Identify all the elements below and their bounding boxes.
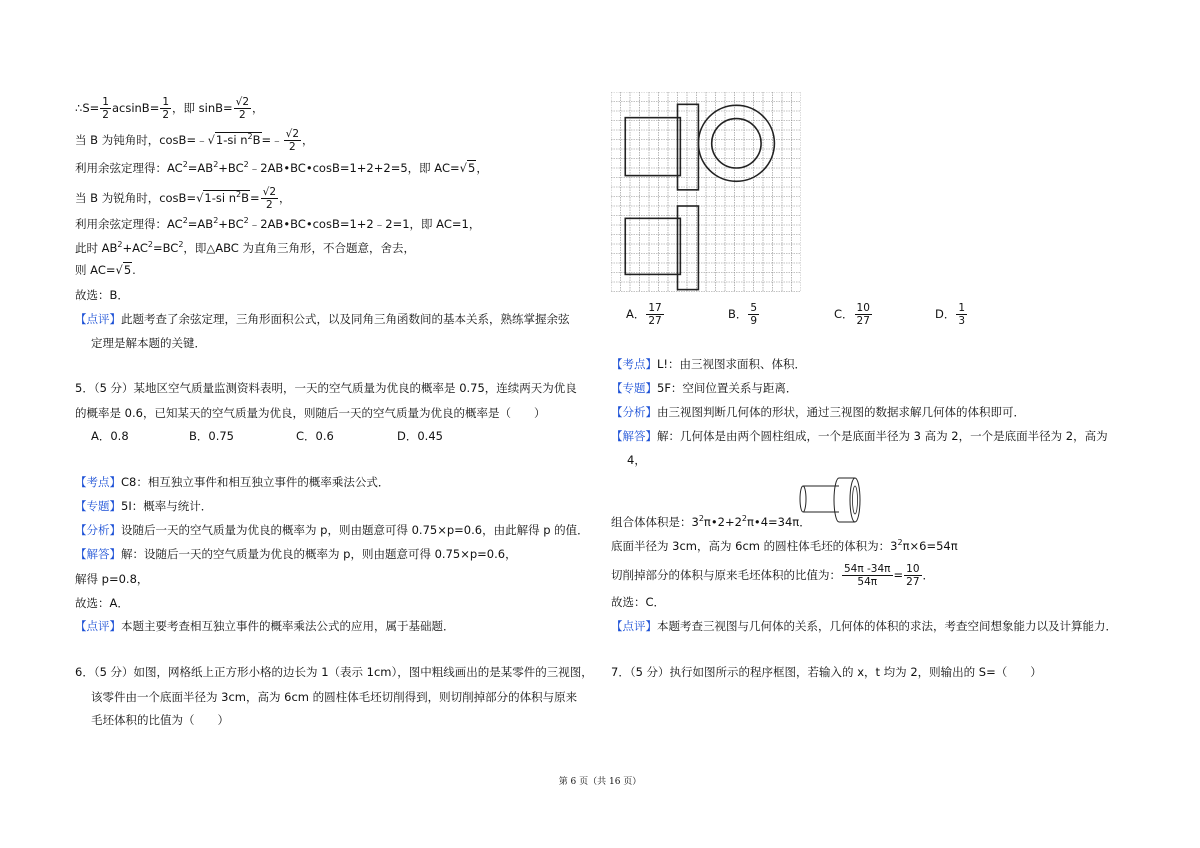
text: A．	[626, 307, 646, 321]
fraction	[646, 302, 663, 327]
text: 本题考查三视图与几何体的关系，几何体的体积的求法，考查空间想象能力以及计算能力．	[657, 619, 1117, 633]
combined-volume-line	[611, 514, 811, 530]
text: ，即△ABC 为直角三角形，不合题意，舍去，	[183, 241, 415, 255]
text: B	[252, 133, 261, 147]
text: 利用余弦定理得：AC	[75, 161, 183, 175]
radical	[215, 132, 262, 147]
text: 1-si n	[215, 133, 248, 147]
q5-solution-line-2: 解得 p=0.8，	[75, 572, 149, 586]
q6-knowledge-point	[611, 356, 806, 372]
question-5-line-1: 5．（5 分）某地区空气质量监测资料表明，一天的空气质量为优良的概率是 0.75，连续两天为优良	[75, 381, 577, 395]
fraction	[956, 302, 967, 327]
q6-analysis	[611, 404, 1025, 420]
superscript: 2	[147, 240, 153, 250]
text: π×6=54π	[902, 539, 958, 553]
question-5-option-c: C．0.6	[296, 429, 334, 443]
superscript: 2	[243, 216, 249, 226]
text: 利用余弦定理得：AC	[75, 217, 183, 231]
solution-line-2: 当 B 为钝角时，cosB=﹣√1-si $n^2B=﹣$ $\frac{√2}{2}$ ，	[75, 128, 314, 153]
superscript: 2	[698, 514, 704, 524]
text: =	[250, 191, 260, 205]
text: π•4=34π．	[747, 515, 811, 529]
solution-line-6	[75, 240, 415, 256]
comment-line-1	[75, 311, 570, 327]
analysis-tag: 【分析】	[75, 523, 121, 537]
text: 解：设随后一天的空气质量为优良的概率为 p，则由题意可得 0.75×p=0.6，	[121, 547, 517, 561]
text: =AB	[187, 217, 214, 231]
fraction-denominator: 2	[288, 141, 296, 153]
text: ，	[279, 191, 291, 205]
q5-comment	[75, 618, 455, 634]
question-6-line-2: 该零件由一个底面半径为 3cm，高为 6cm 的圆柱体毛坯切削得到，则切削掉部分的体积与原来	[91, 690, 578, 704]
superscript: 2	[213, 160, 219, 170]
text: C．	[834, 307, 854, 321]
text: B．	[728, 307, 748, 321]
superscript: 2	[243, 160, 249, 170]
superscript: 2	[182, 160, 188, 170]
text: =AB	[187, 161, 214, 175]
radical: 5	[123, 263, 132, 277]
q5-knowledge-point	[75, 474, 389, 490]
answer-choice: 故选：B．	[75, 288, 129, 302]
large-cylinder-face	[850, 478, 860, 522]
fraction	[100, 96, 111, 121]
q6-option-d	[935, 302, 968, 327]
solution-tag: 【解答】	[75, 547, 121, 561]
text: C8：相互独立事件和相互独立事件的概率乘法公式．	[121, 475, 390, 489]
fraction-numerator: 17	[648, 302, 662, 314]
text: 1-si n	[204, 191, 237, 205]
top-view-small-rect	[625, 218, 680, 274]
text: =﹣	[261, 133, 283, 147]
q5-solution	[75, 546, 517, 562]
question-5-line-2: 的概率是 0.6，已知某天的空气质量为优良，则随后一天的空气质量为优良的概率是（ ）	[75, 406, 546, 420]
text: +AC	[122, 241, 148, 255]
text: =	[893, 568, 904, 582]
text: 组合体体积是：3	[611, 515, 699, 529]
superscript: 2	[897, 538, 903, 548]
comment-line-2: 定理是解本题的关键．	[91, 336, 206, 350]
question-7: 7．（5 分）执行如图所示的程序框图，若输入的 x，t 均为 2，则输出的 S=（ ）	[611, 665, 1042, 679]
text: 由三视图判断几何体的形状，通过三视图的数据求解几何体的体积即可．	[657, 405, 1025, 419]
text: ，	[302, 133, 314, 147]
fraction-denominator: 2	[265, 199, 273, 211]
text: 本题主要考查相互独立事件的概率乘法公式的应用，属于基础题．	[121, 619, 455, 633]
q6-answer-choice: 故选：C．	[611, 595, 666, 609]
fraction	[904, 563, 921, 588]
text: .	[132, 263, 136, 277]
fraction	[284, 128, 301, 153]
fraction-numerator: √2	[285, 128, 300, 140]
text: B	[241, 191, 249, 205]
fraction	[261, 186, 278, 211]
q6-comment	[611, 618, 1117, 634]
q6-option-c	[834, 302, 873, 327]
fraction-numerator: 5	[750, 302, 758, 314]
superscript: 2	[741, 514, 747, 524]
comment-tag: 【点评】	[75, 312, 121, 326]
comment-tag: 【点评】	[611, 619, 657, 633]
fraction-denominator: 27	[856, 315, 870, 327]
question-5-option-a: A．0.8	[91, 429, 129, 443]
question-5-option-d: D．0.45	[397, 429, 443, 443]
text: 此题考查了余弦定理，三角形面积公式，以及同角三角函数间的基本关系，熟练掌握余弦	[121, 312, 570, 326]
q5-topic	[75, 498, 212, 514]
three-view-grid-figure	[611, 92, 801, 294]
solution-line-5	[75, 216, 480, 232]
text: 当 B 为钝角时，cosB=﹣	[75, 133, 208, 147]
fraction-denominator: 27	[906, 576, 920, 588]
text: D．	[935, 307, 956, 321]
text: ，	[252, 101, 264, 115]
radical	[203, 190, 250, 205]
text: ．	[922, 568, 935, 582]
q5-answer-choice: 故选：A．	[75, 596, 129, 610]
fraction	[748, 302, 759, 327]
topic-tag: 【专题】	[75, 499, 121, 513]
fraction	[234, 96, 251, 121]
fraction-numerator: 1	[162, 96, 170, 108]
text: 5I：概率与统计．	[121, 499, 213, 513]
superscript: 2	[247, 132, 253, 142]
fraction-numerator: 10	[856, 302, 870, 314]
text: ∴S=	[75, 101, 100, 115]
fraction-numerator: 54π -34π	[844, 563, 891, 575]
ratio-line	[611, 563, 934, 588]
q6-solution	[611, 428, 1108, 444]
knowledge-tag: 【考点】	[75, 475, 121, 489]
text: =BC	[152, 241, 179, 255]
solution-line-7: 则 AC=√5.	[75, 263, 136, 277]
page-footer: 第 6 页（共 16 页）	[558, 777, 642, 787]
text: 5F：空间位置关系与距离．	[657, 381, 798, 395]
radical: 5	[467, 161, 476, 175]
analysis-tag: 【分析】	[611, 405, 657, 419]
text: acsinB=	[111, 101, 160, 115]
fraction-numerator: √2	[235, 96, 250, 108]
fraction-denominator: 2	[239, 109, 246, 121]
blank-volume-line	[611, 538, 958, 554]
superscript: 2	[213, 216, 219, 226]
question-5-option-b: B．0.75	[189, 429, 234, 443]
fraction-numerator: 1	[958, 302, 966, 314]
comment-tag: 【点评】	[75, 619, 121, 633]
text: 设随后一天的空气质量为优良的概率为 p，则由题意可得 0.75×p=0.6，由此解得 p 的值．	[121, 523, 589, 537]
text: π•2+2	[703, 515, 742, 529]
solution-line-3: 利用余弦定理得：$AC^2=AB^2+BC^2﹣2AB•BC•\cos B=1+2+2=5$，即 AC=√5，	[75, 160, 488, 175]
fraction	[842, 563, 893, 588]
fraction-denominator: 9	[750, 315, 758, 327]
text: +BC	[218, 161, 244, 175]
text: 当 B 为锐角时，cosB=	[75, 191, 197, 205]
knowledge-tag: 【考点】	[611, 357, 657, 371]
superscript: 2	[182, 216, 188, 226]
fraction-numerator: 1	[102, 96, 109, 108]
small-cylinder-end	[800, 486, 806, 512]
text: L!：由三视图求面积、体积．	[657, 357, 807, 371]
fraction-numerator: 10	[906, 563, 920, 575]
text: 切削掉部分的体积与原来毛坯体积的比值为：	[611, 568, 841, 582]
q6-option-b	[728, 302, 760, 327]
solution-line-1	[75, 96, 264, 121]
fraction	[160, 96, 171, 121]
solution-tag: 【解答】	[611, 429, 657, 443]
text: ，	[476, 161, 488, 175]
text: ﹣2AB•BC•cosB=1+2﹣2=1，即 AC=1，	[248, 217, 481, 231]
fraction-denominator: 2	[102, 109, 109, 121]
superscript: 2	[178, 240, 184, 250]
large-cylinder-back-arc	[834, 478, 839, 522]
q6-topic	[611, 380, 797, 396]
superscript: 2	[236, 190, 242, 200]
fraction-denominator: 2	[162, 109, 170, 121]
front-view-small-rect	[625, 118, 680, 176]
text: ﹣2AB•BC•cosB=1+2+2=5，即 AC=	[248, 161, 460, 175]
q5-analysis	[75, 522, 589, 538]
text: 此时 AB	[75, 241, 118, 255]
q6-option-a	[626, 302, 665, 327]
q6-solution-line-2: 4，	[627, 453, 646, 467]
text: 则 AC=	[75, 263, 116, 277]
question-6-line-1: 6．（5 分）如图，网格纸上正方形小格的边长为 1（表示 1cm），图中粗线画出的是某零件的三视图，	[75, 665, 593, 679]
superscript: 2	[117, 240, 123, 250]
text: 解：几何体是由两个圆柱组成，一个是底面半径为 3 高为 2，一个是底面半径为 2，高为	[657, 429, 1108, 443]
text: 底面半径为 3cm，高为 6cm 的圆柱体毛坯的体积为：3	[611, 539, 898, 553]
question-6-line-3: 毛坯体积的比值为（ ）	[91, 713, 229, 727]
fraction	[855, 302, 872, 327]
text: ，即 sinB=	[172, 101, 233, 115]
solution-line-4: 当 B 为锐角时，cosB=√1-si $n^2B=$ $\frac{√2}{2}$ ，	[75, 186, 291, 211]
fraction-denominator: 27	[648, 315, 662, 327]
fraction-numerator: √2	[262, 186, 277, 198]
fraction-denominator: 54π	[857, 576, 878, 588]
topic-tag: 【专题】	[611, 381, 657, 395]
fraction-denominator: 3	[958, 315, 966, 327]
text: +BC	[218, 217, 244, 231]
